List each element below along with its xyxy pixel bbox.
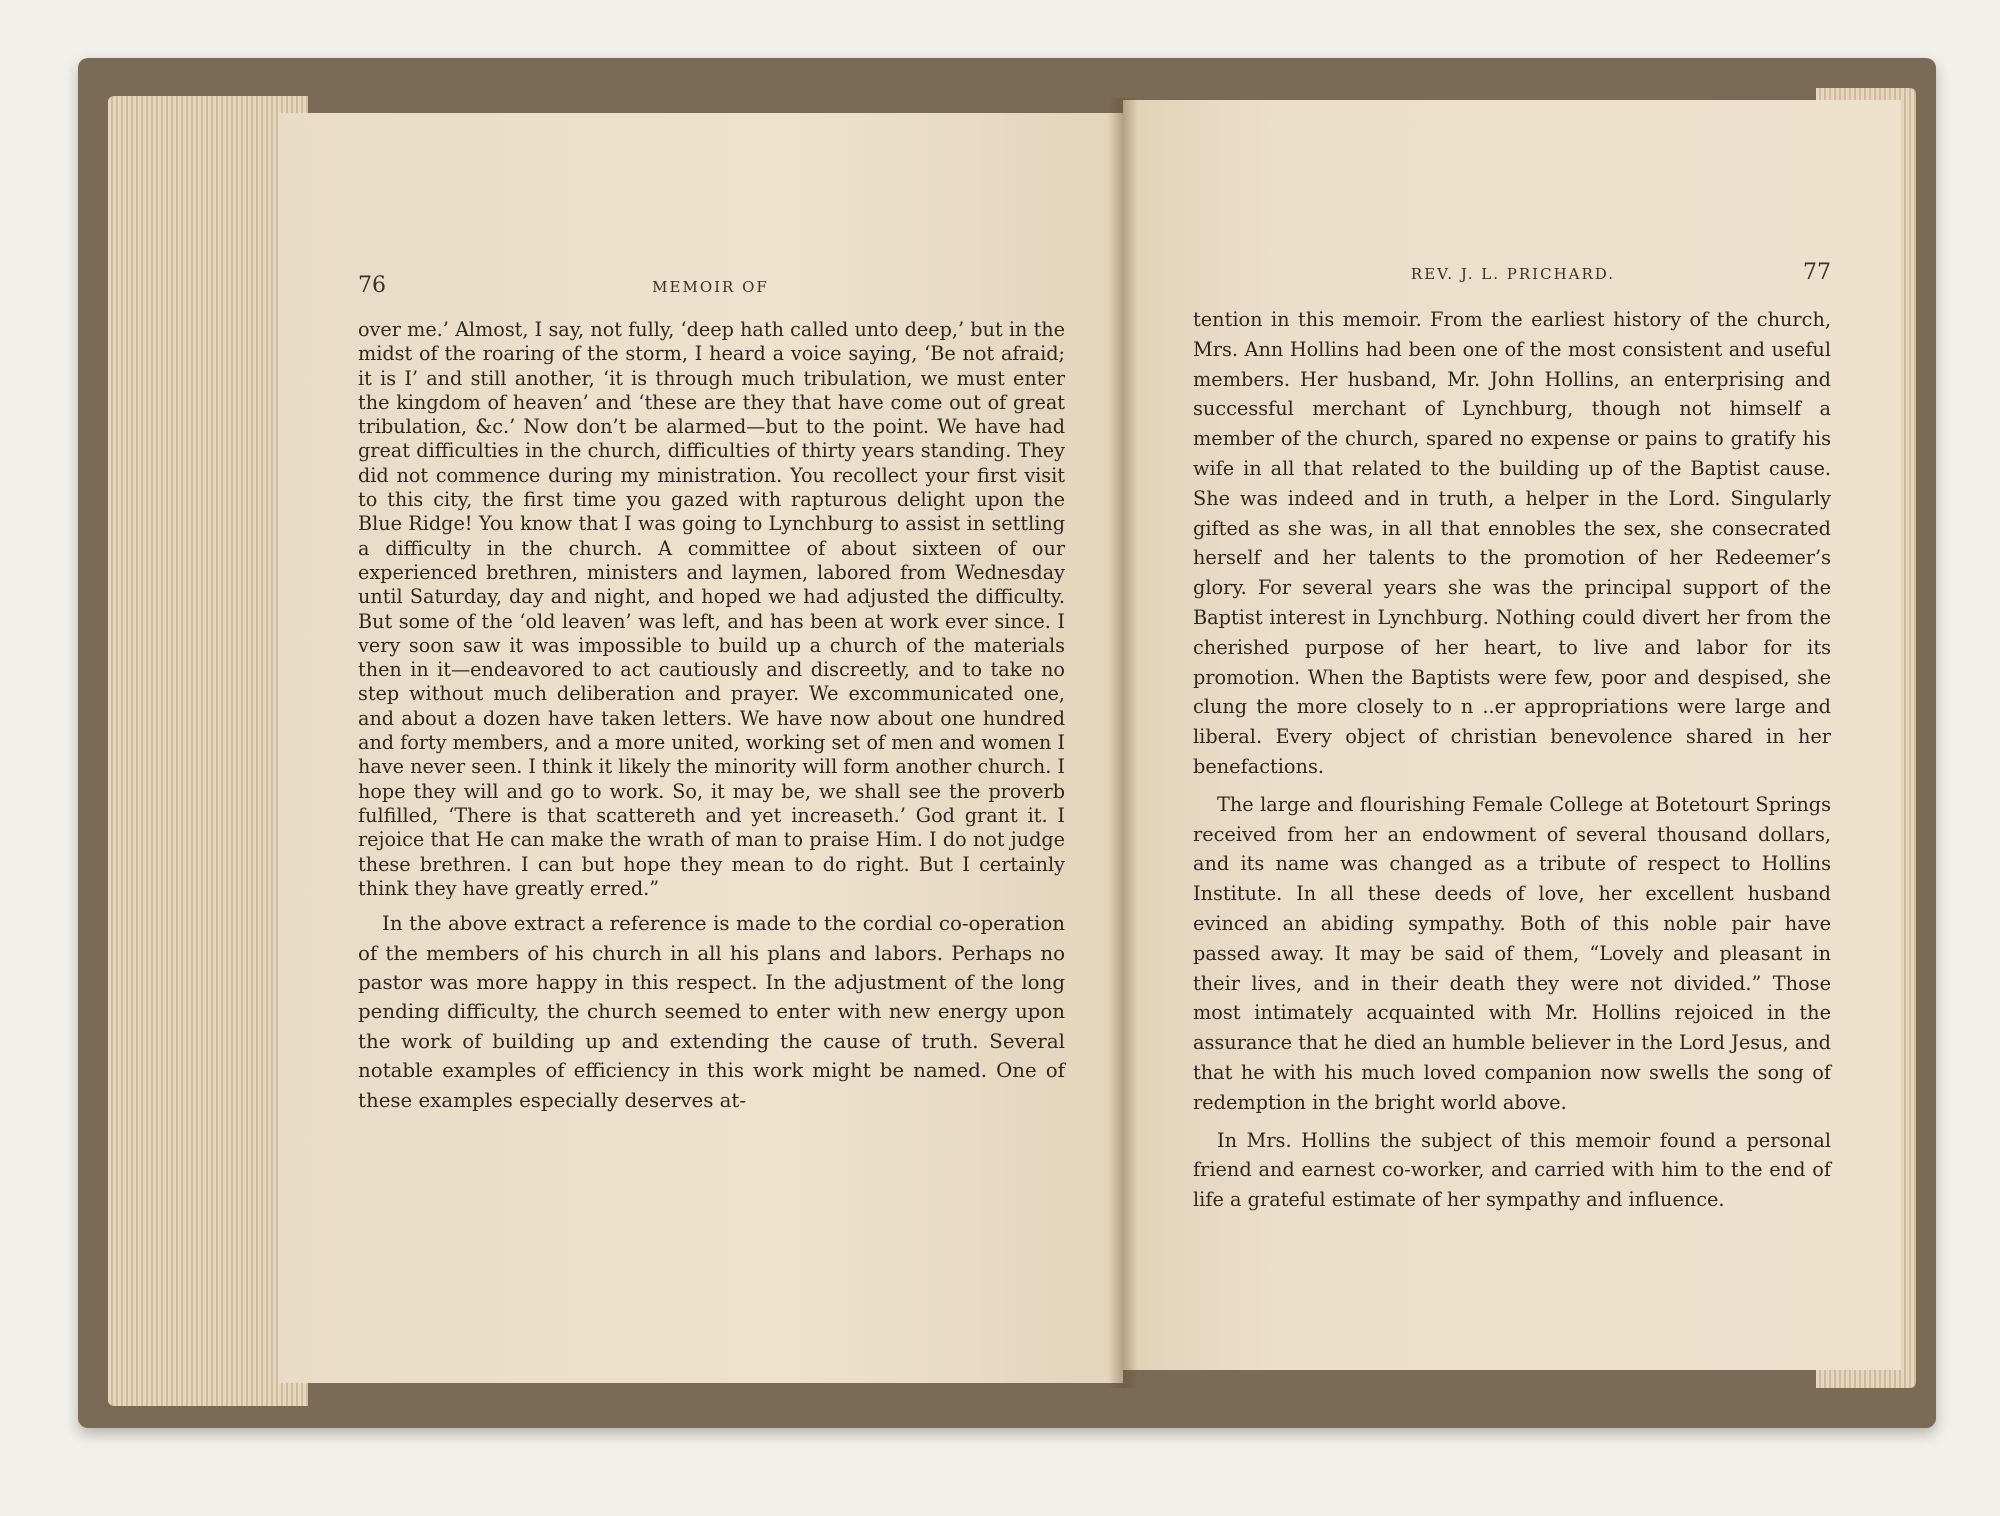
open-book — [78, 58, 1936, 1428]
page-number: 77 — [1802, 260, 1831, 285]
page-number: 76 — [358, 273, 386, 298]
right-page-header — [1193, 260, 1831, 285]
running-head: REV. J. L. PRICHARD. — [1410, 265, 1616, 283]
paragraph: In the above extract a reference is made to the cordial co-operation of the members of his church in all his plans and labors. Perhaps no pastor was more happy in this respect. In the adjustment of the long pending difficulty, the church seemed to enter with new energy upon the work of building up and extending the cause of truth. Several notable examples of efficiency in this work might be named. One of these examples especially deserves at- — [358, 912, 1065, 1112]
paragraph: over me.’ Almost, I say, not fully, ‘deep hath called unto deep,’ but in the midst of the roaring of the storm, I heard a voice saying, ‘Be not afraid; it is I’ and still another, ‘it is through much tribulation, we must enter the kingdom of heaven’ and ‘these are they that have come out of great tribulation, &c.’ Now don’t be alarmed—but to the point. We have had great difficulties in the church, difficulties of thirty years standing. They did not commence during my ministration. You recollect your first visit to this city, the first time you gazed with rapturous delight upon the Blue Ridge! You know that I was going to Lynchburg to assist in settling a difficulty in the church. A committee of about sixteen of our experienced brethren, ministers and laymen, labored from Wednesday until Saturday, day and night, and hoped we had adjusted the difficulty. But some of the ‘old leaven’ was left, and has been at work ever since. I very soon saw it was impossible to build up a church of the materials then in it—endeavored to act cautiously and discreetly, and to take no step without much deliberation and prayer. We excommunicated one, and about a dozen have taken letters. We have now about one hundred and forty members, and a more united, working set of men and women I have never seen. I think it likely the minority will form another church. I hope they will and go to work. So, it may be, we shall see the proverb fulfilled, ‘There is that scattereth and yet increaseth.’ God grant it. I rejoice that He can make the wrath of man to praise Him. I do not judge these brethren. I can but hope they mean to do right. But I certainly think they have greatly erred.” — [358, 318, 1065, 900]
book-gutter — [1108, 98, 1138, 1388]
left-page — [278, 113, 1123, 1383]
paragraph: The large and flourishing Female College at Botetourt Springs received from her an endowment of several thousand dollars, and its name was changed as a tribute of respect to Hollins Institute. In all these deeds of love, her excellent husband evinced an abiding sympathy. Both of this noble pair have passed away. It may be said of them, “Lovely and pleasant in their lives, and in their death they were not divided.” Those most intimately acquainted with Mr. Hollins rejoiced in the assurance that he died an humble believer in the Lord Jesus, and that he with his much loved companion now swells the song of redemption in the bright world above. — [1193, 792, 1831, 1114]
right-page — [1123, 100, 1901, 1370]
left-page-header — [358, 273, 1065, 298]
paragraph: tention in this memoir. From the earliest history of the church, Mrs. Ann Hollins had been one of the most consistent and useful members. Her husband, Mr. John Hollins, an enterprising and successful merchant of Lynchburg, though not himself a member of the church, spared no expense or pains to gratify his wife in all that related to the building up of the Baptist cause. She was indeed and in truth, a helper in the Lord. Singularly gifted as she was, in all that ennobles the sex, she consecrated herself and her talents to the promotion of her Redeemer’s glory. For several years she was the principal support of the Baptist interest in Lynchburg. Nothing could divert her from the cherished purpose of her heart, to live and labor for its promotion. When the Baptists were few, poor and despised, she clung the more closely to n ..er appropriations were large and liberal. Every object of christian benevolence shared in her benefactions. — [1193, 308, 1831, 778]
paragraph: In Mrs. Hollins the subject of this memoir found a personal friend and earnest co-worker, and carried with him to the end of life a grateful estimate of her sympathy and influence. — [1193, 1128, 1831, 1212]
running-head: MEMOIR OF — [652, 278, 769, 296]
